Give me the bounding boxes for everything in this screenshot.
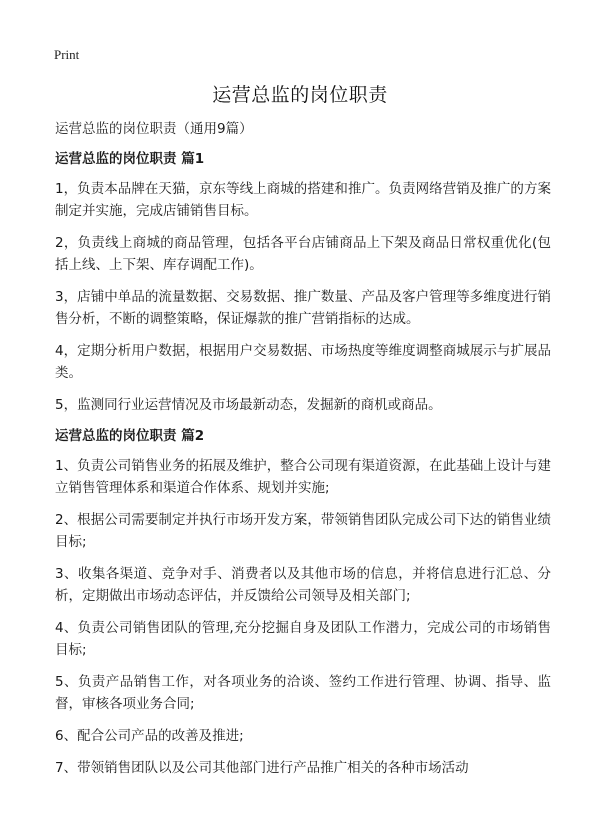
list-item: 3、收集各渠道、竞争对手、消费者以及其他市场的信息，并将信息进行汇总、分析，定期做出市场动态评估，并反馈给公司领导及相关部门; — [55, 566, 551, 604]
document-body — [55, 119, 551, 789]
list-item: 7、带领销售团队以及公司其他部门进行产品推广相关的各种市场活动 — [55, 760, 469, 776]
section-2 — [55, 426, 551, 779]
list-item: 1、负责公司销售业务的拓展及维护，整合公司现有渠道资源，在此基础上设计与建立销售管理体系和渠道合作体系、规划并实施; — [55, 458, 551, 496]
list-item: 2、根据公司需要制定并执行市场开发方案，带领销售团队完成公司下达的销售业绩目标; — [55, 512, 551, 550]
document-title: 运营总监的岗位职责 — [212, 84, 388, 106]
list-item: 2，负责线上商城的商品管理，包括各平台店铺商品上下架及商品日常权重优化(包括上线、上下架、库存调配工作)。 — [55, 235, 551, 273]
section-heading: 运营总监的岗位职责 篇1 — [55, 151, 205, 167]
list-item: 1，负责本品牌在天猫，京东等线上商城的搭建和推广。负责网络营销及推广的方案制定并实施，完成店铺销售目标。 — [55, 181, 551, 219]
print-label: Print — [54, 47, 80, 62]
list-item: 4、负责公司销售团队的管理,充分挖掘自身及团队工作潜力，完成公司的市场销售目标; — [55, 620, 551, 658]
document-subtitle: 运营总监的岗位职责（通用9篇） — [55, 121, 253, 137]
list-item: 4，定期分析用户数据，根据用户交易数据、市场热度等维度调整商城展示与扩展品类。 — [55, 343, 551, 381]
section-heading: 运营总监的岗位职责 篇2 — [55, 428, 205, 444]
section-1 — [55, 149, 551, 416]
list-item: 6、配合公司产品的改善及推进; — [55, 728, 244, 744]
list-item: 3，店铺中单品的流量数据、交易数据、推广数量、产品及客户管理等多维度进行销售分析，不断的调整策略，保证爆款的推广营销指标的达成。 — [55, 289, 551, 327]
list-item: 5，监测同行业运营情况及市场最新动态，发掘新的商机或商品。 — [55, 397, 442, 413]
list-item: 5、负责产品销售工作，对各项业务的洽谈、签约工作进行管理、协调、指导、监督，审核各项业务合同; — [55, 674, 551, 712]
